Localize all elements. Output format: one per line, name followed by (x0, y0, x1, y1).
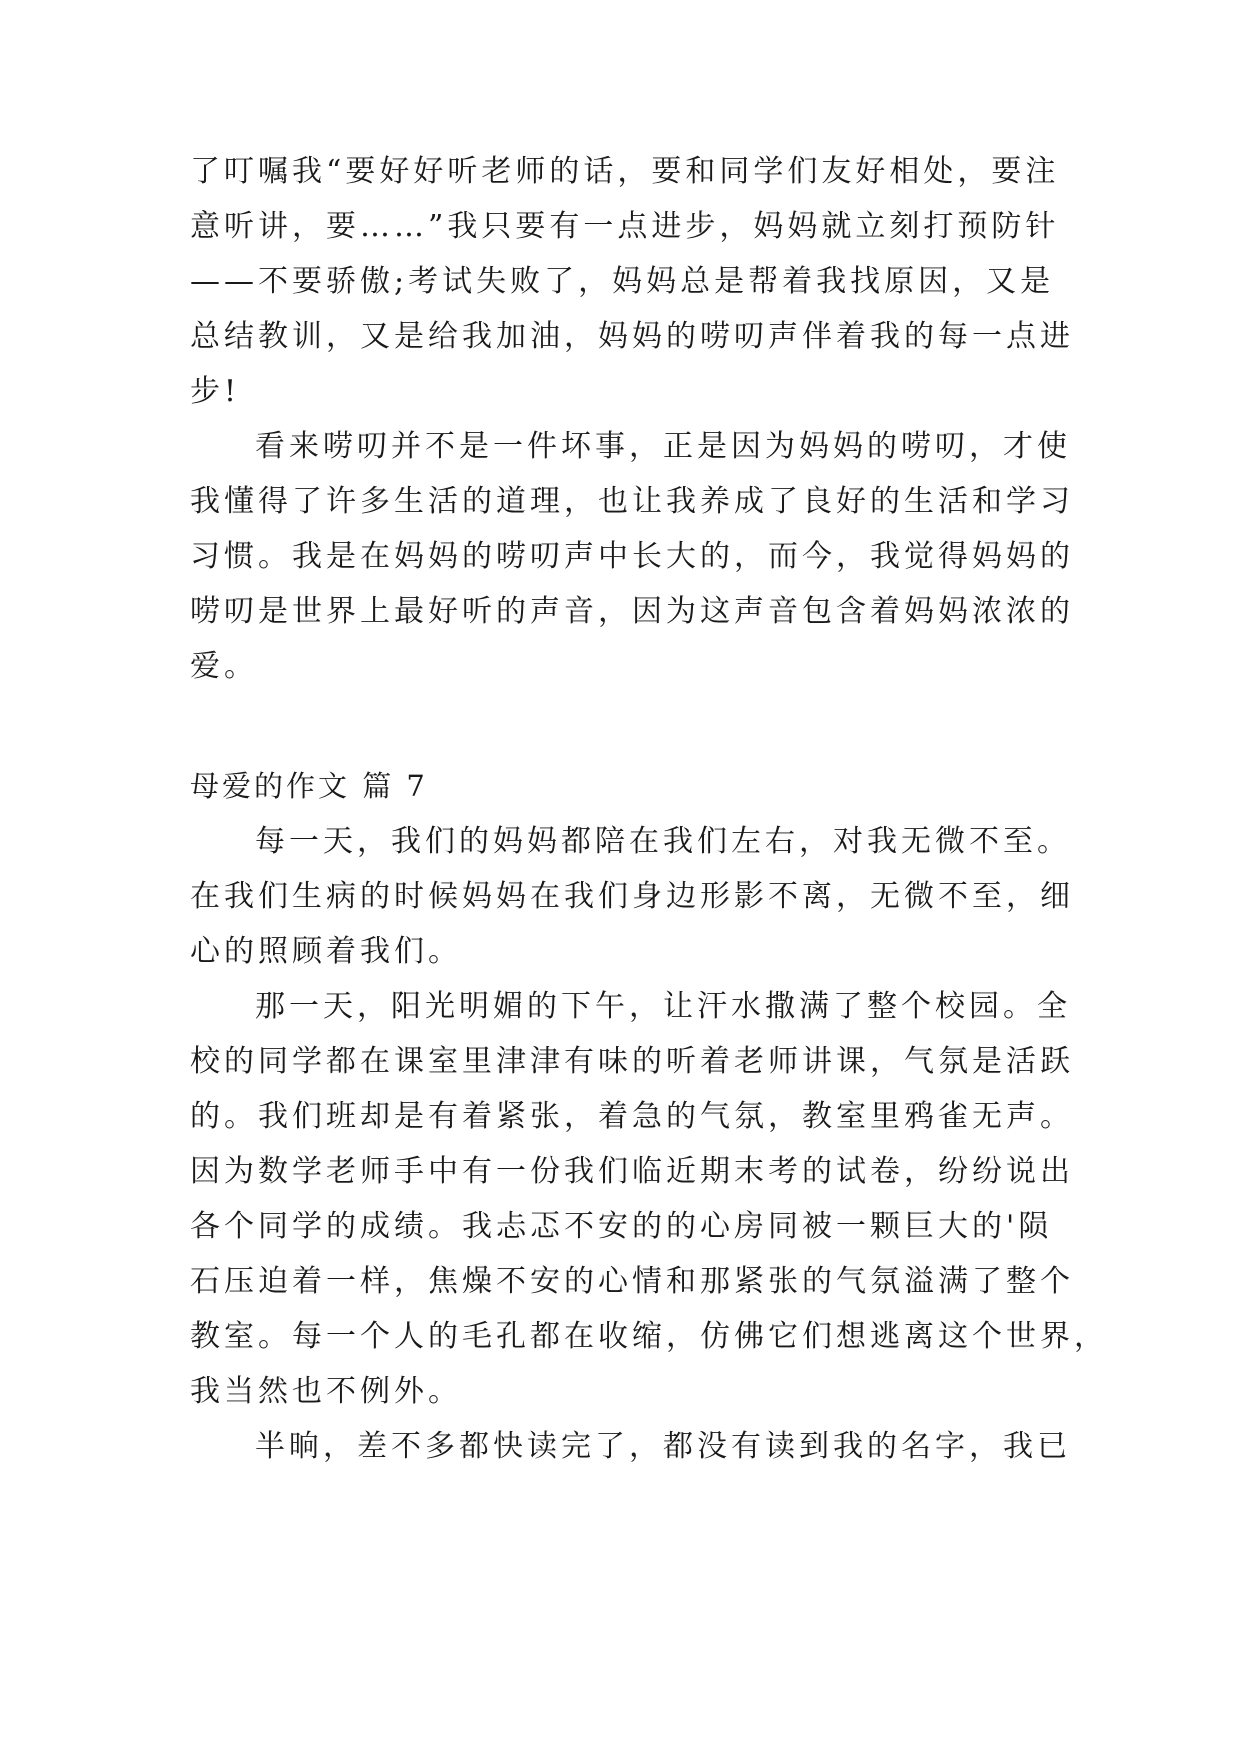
text-line: 各个同学的成绩。我忐忑不安的的心房同被一颗巨大的'陨 (190, 1209, 1053, 1244)
text-line: 步! (190, 374, 241, 409)
text-line: 我懂得了许多生活的道理，也让我养成了良好的生活和学习 (190, 484, 1074, 519)
text-line: 总结教训，又是给我加油，妈妈的唠叨声伴着我的每一点进 (190, 319, 1074, 354)
text-line: 心的照顾着我们。 (190, 934, 462, 969)
text-line: 意听讲，要……”我只要有一点进步，妈妈就立刻打预防针 (190, 209, 1060, 244)
section-heading: 母爱的作文 篇 7 (190, 769, 428, 803)
text-line: 习惯。我是在妈妈的唠叨声中长大的，而今，我觉得妈妈的 (190, 539, 1074, 574)
text-line: 那一天，阳光明媚的下午，让汗水撒满了整个校园。全 (255, 989, 1071, 1024)
text-line: 在我们生病的时候妈妈在我们身边形影不离，无微不至，细 (190, 879, 1074, 914)
text-line: ——不要骄傲;考试失败了，妈妈总是帮着我找原因，又是 (190, 264, 1055, 299)
text-line: 爱。 (190, 649, 258, 684)
text-line: 每一天，我们的妈妈都陪在我们左右，对我无微不至。 (255, 824, 1071, 859)
text-line: 唠叨是世界上最好听的声音，因为这声音包含着妈妈浓浓的 (190, 594, 1074, 629)
text-line: 我当然也不例外。 (190, 1374, 462, 1409)
text-line: 了叮嘱我“要好好听老师的话，要和同学们友好相处，要注 (190, 154, 1060, 189)
text-line: 的。我们班却是有着紧张，着急的气氛，教室里鸦雀无声。 (190, 1099, 1074, 1134)
text-line: 半晌，差不多都快读完了，都没有读到我的名字，我已 (255, 1429, 1071, 1464)
text-line: 因为数学老师手中有一份我们临近期末考的试卷，纷纷说出 (190, 1154, 1074, 1189)
text-line: 教室。每一个人的毛孔都在收缩，仿佛它们想逃离这个世界， (190, 1319, 1108, 1354)
text-line: 校的同学都在课室里津津有味的听着老师讲课，气氛是活跃 (190, 1044, 1074, 1079)
text-line: 石压迫着一样，焦燥不安的心情和那紧张的气氛溢满了整个 (190, 1264, 1074, 1299)
text-line: 看来唠叨并不是一件坏事，正是因为妈妈的唠叨，才使 (255, 429, 1071, 464)
